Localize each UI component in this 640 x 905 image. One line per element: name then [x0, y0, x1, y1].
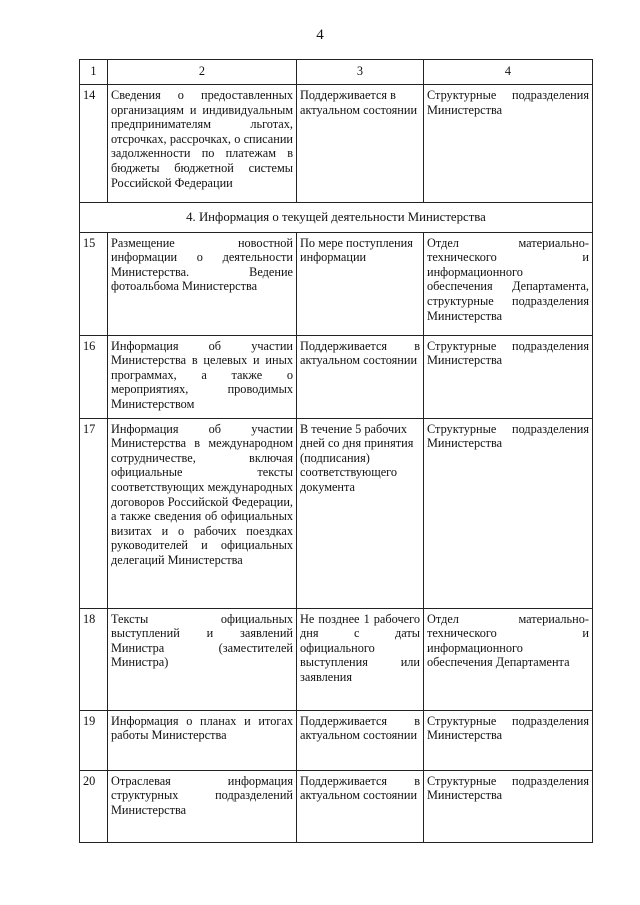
row-number: 18: [80, 608, 108, 710]
table-row: [80, 608, 593, 710]
period-cell: Поддерживается в актуальном состоянии: [297, 85, 424, 203]
row-number: 14: [80, 85, 108, 203]
header-cell-1: 1: [80, 60, 108, 85]
information-table: [79, 59, 593, 843]
table-row: [80, 418, 593, 608]
info-cell: Размещение новостной информации о деятельности Министерства. Ведение фотоальбома Министерства: [108, 232, 297, 335]
info-cell: Сведения о предоставленных организациям и индивидуальным предпринимателям льготах, отсрочках, рассрочках, о списании задолженности по платежам в бюджеты бюджетной системы Российской Федерации: [108, 85, 297, 203]
responsible-cell: Структурные подразделения Министерства: [424, 418, 593, 608]
info-cell: Информация о планах и итогах работы Министерства: [108, 710, 297, 770]
section-title: 4. Информация о текущей деятельности Министерства: [80, 203, 593, 233]
table-row: [80, 335, 593, 418]
row-number: 16: [80, 335, 108, 418]
period-cell: Поддерживается в актуальном состоянии: [297, 710, 424, 770]
responsible-cell: Отдел материально-технического и информационного обеспечения Департамента: [424, 608, 593, 710]
table-row: [80, 85, 593, 203]
row-number: 19: [80, 710, 108, 770]
row-number: 20: [80, 770, 108, 842]
row-number: 17: [80, 418, 108, 608]
period-cell: Не позднее 1 рабочего дня с даты официального выступления или заявления: [297, 608, 424, 710]
row-number: 15: [80, 232, 108, 335]
period-cell: В течение 5 рабочих дней со дня принятия (подписания) соответствующего документа: [297, 418, 424, 608]
page-number: 4: [316, 27, 324, 43]
table-row: [80, 232, 593, 335]
responsible-cell: Структурные подразделения Министерства: [424, 710, 593, 770]
period-cell: Поддерживается в актуальном состоянии: [297, 335, 424, 418]
table-row: [80, 770, 593, 842]
info-cell: Отраслевая информация структурных подразделений Министерства: [108, 770, 297, 842]
info-cell: Информация об участии Министерства в целевых и иных программах, а также о мероприятиях, проводимых Министерством: [108, 335, 297, 418]
responsible-cell: Структурные подразделения Министерства: [424, 770, 593, 842]
header-cell-2: 2: [108, 60, 297, 85]
period-cell: Поддерживается в актуальном состоянии: [297, 770, 424, 842]
section-row: [80, 203, 593, 233]
header-cell-3: 3: [297, 60, 424, 85]
responsible-cell: Отдел материально-технического и информационного обеспечения Департамента, структурные подразделения Министерства: [424, 232, 593, 335]
info-cell: Тексты официальных выступлений и заявлений Министра (заместителей Министра): [108, 608, 297, 710]
header-cell-4: 4: [424, 60, 593, 85]
responsible-cell: Структурные подразделения Министерства: [424, 335, 593, 418]
responsible-cell: Структурные подразделения Министерства: [424, 85, 593, 203]
table-row: [80, 710, 593, 770]
info-cell: Информация об участии Министерства в международном сотрудничестве, включая официальные тексты соответствующих международных договоров Российской Федерации, а также сведения об официальных визитах и о рабочих поездках руководителей и официальных делегаций Министерства: [108, 418, 297, 608]
period-cell: По мере поступления информации: [297, 232, 424, 335]
table-header-row: [80, 60, 593, 85]
